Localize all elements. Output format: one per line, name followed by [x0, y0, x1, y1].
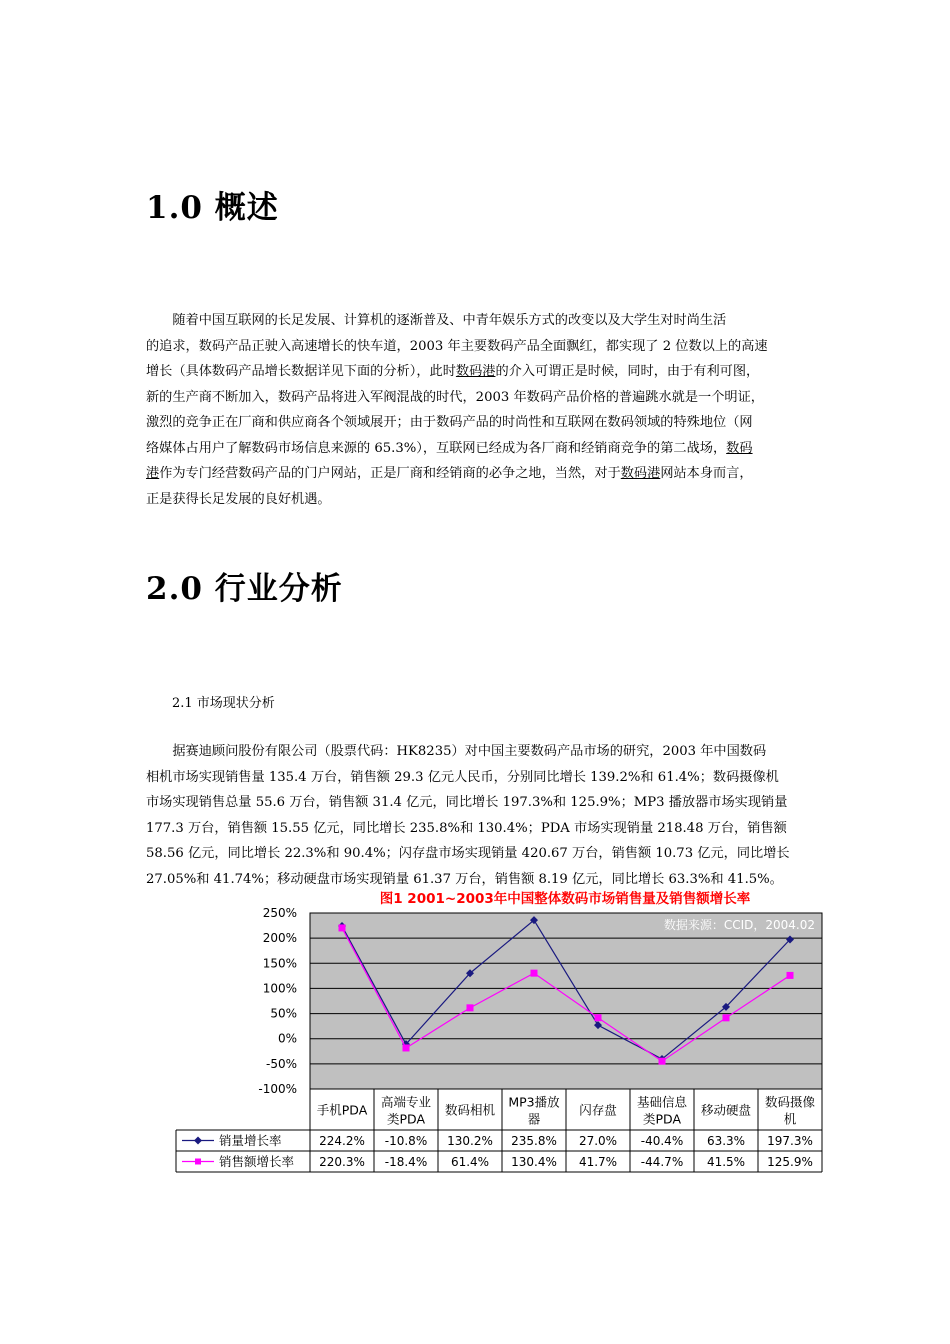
data-point: [787, 972, 794, 979]
data-point: [531, 970, 538, 977]
y-tick-label: 50%: [270, 1006, 297, 1021]
y-tick-label: 100%: [262, 981, 297, 996]
data-value-label: -44.7%: [640, 1155, 684, 1169]
y-tick-label: 200%: [262, 931, 297, 946]
paragraph-line: [146, 410, 810, 436]
paragraph-line: [146, 436, 810, 462]
subsection-heading: 2.1 市场现状分析: [172, 696, 275, 711]
data-point: [723, 1014, 730, 1021]
data-table: [176, 1089, 822, 1172]
y-tick-label: -50%: [265, 1056, 297, 1071]
category-label: MP3播放: [508, 1094, 560, 1110]
category-label: 机: [783, 1111, 797, 1127]
paragraph-line: 据赛迪顾问股份有限公司（股票代码：HK8235）对中国主要数码产品市场的研究，2003 年中国数码: [146, 744, 767, 759]
paragraph-line: [146, 385, 810, 411]
data-value-label: 224.2%: [319, 1134, 365, 1148]
legend-label: 销售额增长率: [219, 1154, 295, 1169]
data-value-label: -40.4%: [640, 1134, 684, 1148]
paragraph-text: 新的生产商不断加入，数码产品将进入军阀混战的时代，2003 年数码产品价格的普遍跳水就是一个明证，: [146, 389, 764, 405]
data-value-label: 130.4%: [511, 1155, 557, 1169]
data-point: [595, 1014, 602, 1021]
data-point: [403, 1044, 410, 1051]
paragraph-text: 的追求，数码产品正驶入高速增长的快车道，2003 年主要数码产品全面飘红，都实现了 2 位数以上的高速: [146, 338, 768, 354]
category-label: 高端专业: [380, 1094, 432, 1110]
paragraph-text: 正是获得长足发展的良好机遇。: [146, 491, 331, 507]
paragraph-line: 相机市场实现销售量 135.4 万台，销售额 29.3 亿元人民币，分别同比增长 139.2%和 61.4%；数码摄像机: [146, 769, 779, 785]
paragraph-line: [146, 461, 810, 487]
category-label: 器: [527, 1111, 541, 1127]
chart-title: 图1 2001~2003年中国整体数码市场销售量及销售额增长率: [379, 891, 751, 907]
paragraph-text: 网站本身而言，: [660, 466, 753, 481]
section-1-paragraph: [146, 308, 810, 512]
legend-marker: [195, 1159, 201, 1165]
data-point: [339, 924, 346, 931]
data-value-label: 235.8%: [511, 1134, 557, 1148]
y-tick-label: 150%: [262, 956, 297, 971]
shumagang-link[interactable]: 港: [146, 466, 160, 481]
section-2-heading: 2.0 行业分析: [146, 571, 343, 607]
data-value-label: 27.0%: [578, 1134, 618, 1148]
growth-rate-chart: [0, 880, 950, 1180]
source-note: 数据来源：CCID，2004.02: [663, 918, 815, 932]
data-value-label: 41.7%: [578, 1155, 618, 1169]
data-point: [659, 1058, 666, 1065]
data-value-label: 41.5%: [706, 1155, 746, 1169]
plot-area: [310, 913, 822, 1089]
data-value-label: -18.4%: [384, 1155, 428, 1169]
category-label: 手机PDA: [316, 1102, 368, 1118]
data-value-label: 130.2%: [447, 1134, 493, 1148]
shumagang-link[interactable]: 数码: [726, 440, 753, 456]
shumagang-link[interactable]: 数码港: [455, 364, 496, 379]
category-label: 移动硬盘: [700, 1102, 752, 1118]
data-value-label: 63.3%: [706, 1134, 746, 1148]
paragraph-text: 随着中国互联网的长足发展、计算机的逐渐普及、中青年娱乐方式的改变以及大学生对时尚生活: [146, 313, 727, 328]
paragraph-line: [146, 487, 810, 513]
paragraph-line: 27.05%和 41.74%；移动硬盘市场实现销量 61.37 万台，销售额 8.19 亿元，同比增长 63.3%和 41.5%。: [146, 871, 783, 887]
data-value-label: 125.9%: [767, 1155, 813, 1169]
paragraph-line: 市场实现销售总量 55.6 万台，销售额 31.4 亿元，同比增长 197.3%和 125.9%；MP3 播放器市场实现销量: [146, 795, 788, 810]
paragraph-line: 58.56 亿元，同比增长 22.3%和 90.4%；闪存盘市场实现销量 420.67 万台，销售额 10.73 亿元，同比增长: [146, 846, 790, 861]
y-tick-label: -100%: [258, 1082, 297, 1096]
paragraph-text: 激烈的竞争正在厂商和供应商各个领域展开；由于数码产品的时尚性和互联网在数码领域的特殊地位（网: [146, 415, 753, 430]
category-label: 类PDA: [387, 1111, 425, 1127]
data-value-label: 61.4%: [450, 1155, 490, 1169]
paragraph-text: 增长（具体数码产品增长数据详见下面的分析），此时: [146, 364, 456, 379]
paragraph-line: [146, 308, 810, 334]
paragraph-line: [146, 334, 810, 360]
y-tick-label: 0%: [277, 1031, 297, 1046]
section-2-paragraph: [146, 739, 810, 892]
category-label: 数码相机: [444, 1102, 496, 1118]
legend-label: 销量增长率: [219, 1133, 282, 1148]
y-tick-label: 250%: [262, 906, 297, 920]
data-value-label: -10.8%: [384, 1134, 428, 1148]
data-value-label: 220.3%: [319, 1155, 365, 1169]
legend-marker: [194, 1137, 202, 1145]
section-1-heading: 1.0 概述: [146, 190, 279, 226]
paragraph-text: 络媒体占用户了解数码市场信息来源的 65.3%），互联网已经成为各厂商和经销商竞争的第二战场，: [146, 440, 727, 456]
paragraph-text: 的介入可谓正是时候，同时，由于有利可图，: [495, 364, 760, 379]
paragraph-text: 作为专门经营数码产品的门户网站，正是厂商和经销商的必争之地，当然，对于: [159, 466, 621, 481]
category-label: 闪存盘: [579, 1102, 617, 1118]
data-value-label: 197.3%: [767, 1134, 813, 1148]
shumagang-link[interactable]: 数码港: [620, 466, 661, 481]
paragraph-line: [146, 359, 810, 385]
category-label: 类PDA: [643, 1111, 681, 1127]
data-point: [467, 1004, 474, 1011]
category-label: 数码摄像: [764, 1094, 816, 1110]
paragraph-line: 177.3 万台，销售额 15.55 亿元，同比增长 235.8%和 130.4%；PDA 市场实现销量 218.48 万台，销售额: [146, 820, 787, 836]
y-axis-ticks: [258, 906, 297, 1096]
category-label: 基础信息: [636, 1094, 688, 1110]
